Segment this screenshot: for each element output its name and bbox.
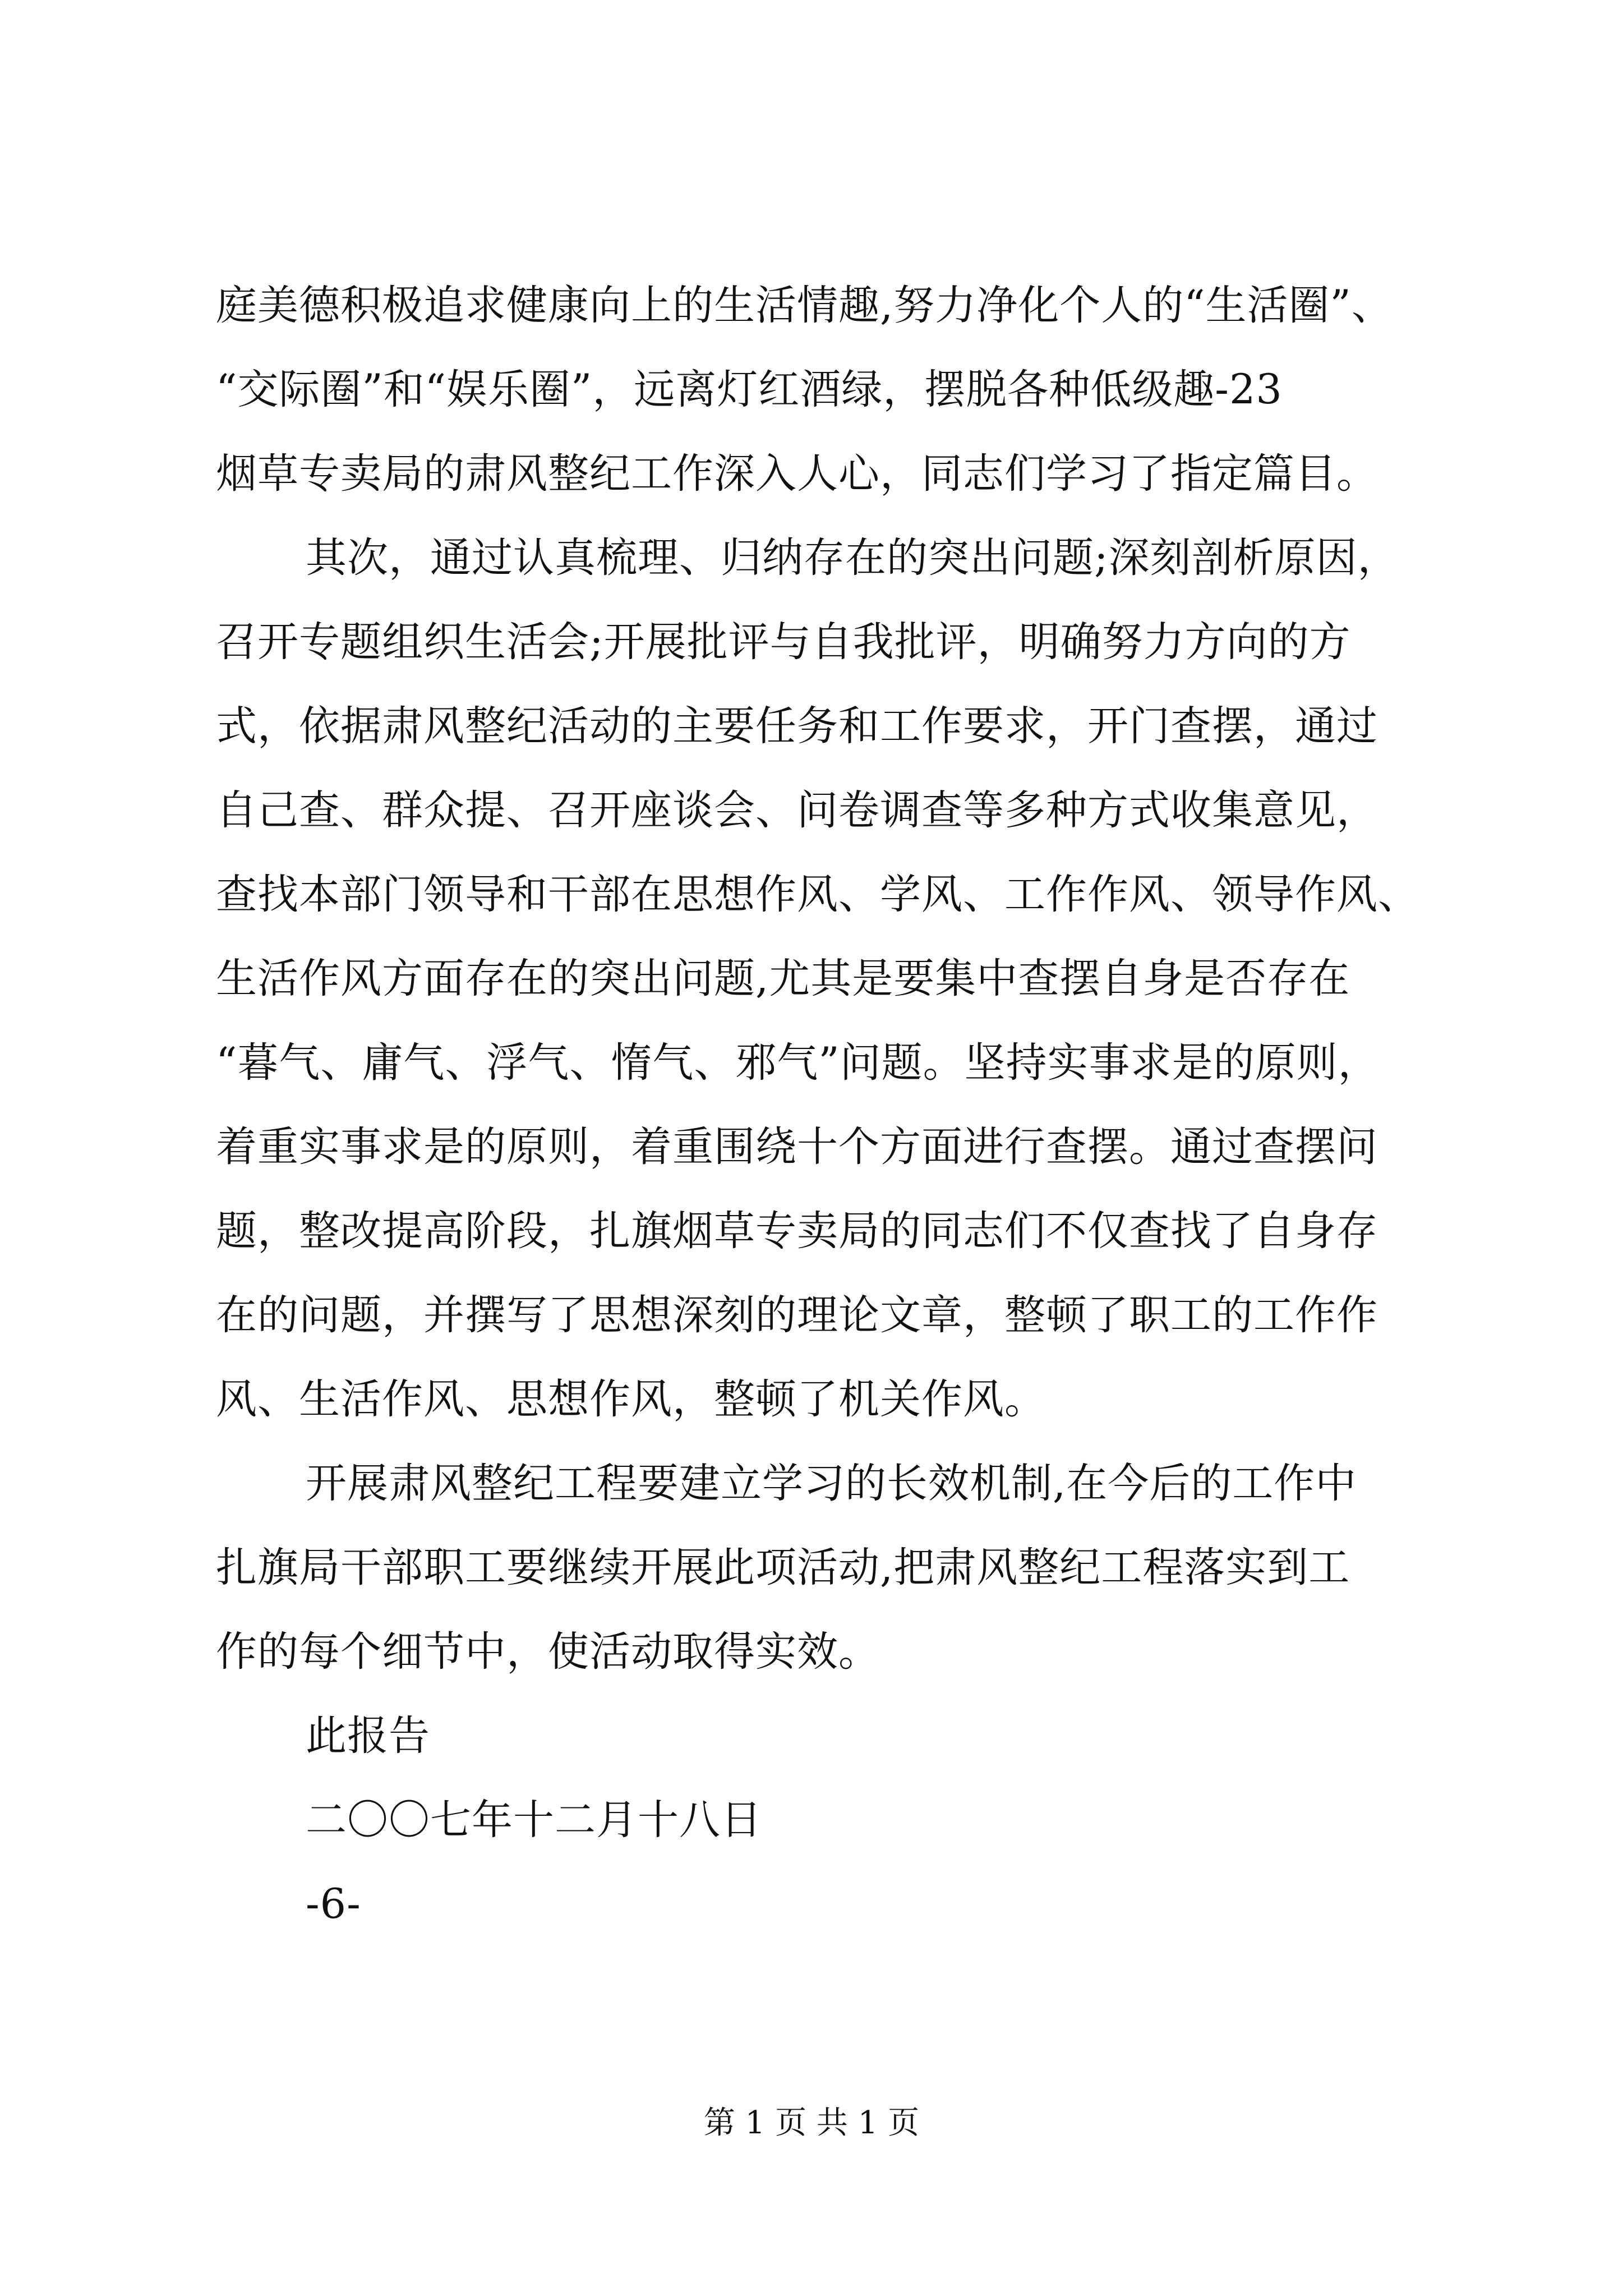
paragraph-start-line: 开展肃风整纪工程要建立学习的长效机制,在今后的工作中: [306, 1460, 1357, 1507]
text-line: “暮气、庸气、浮气、惰气、邪气”问题。坚持实事求是的原则，: [216, 1039, 1380, 1087]
text-line: 召开专题组织生活会;开展批评与自我批评，明确努力方向的方: [216, 618, 1351, 666]
date-line: 二〇〇七年十二月十八日: [306, 1796, 762, 1844]
page-number-line: -6-: [306, 1880, 361, 1928]
text-line: 着重实事求是的原则，着重围绕十个方面进行查摆。通过查摆问: [216, 1123, 1378, 1171]
text-line: “交际圈”和“娱乐圈”，远离灯红酒绿，摆脱各种低级趣-23: [216, 366, 1283, 413]
text-line: 自己查、群众提、召开座谈会、问卷调查等多种方式收集意见，: [216, 786, 1378, 834]
text-line: 题，整改提高阶段，扎旗烟草专卖局的同志们不仅查找了自身存: [216, 1207, 1378, 1255]
text-line: 查找本部门领导和干部在思想作风、学风、工作作风、领导作风、: [216, 871, 1419, 918]
text-line: 庭美德积极追求健康向上的生活情趣,努力净化个人的“生活圈”、: [216, 282, 1393, 329]
paragraph-start-line: 其次，通过认真梳理、归纳存在的突出问题;深刻剖析原因，: [306, 534, 1399, 582]
text-line: 风、生活作风、思想作风，整顿了机关作风。: [216, 1375, 1046, 1423]
text-line: 式，依据肃风整纪活动的主要任务和工作要求，开门查摆，通过: [216, 702, 1378, 750]
page-footer: 第 1 页 共 1 页: [703, 2105, 920, 2141]
document-body: [216, 264, 1438, 1947]
text-line: 作的每个细节中，使活动取得实效。: [216, 1628, 880, 1676]
text-line: 烟草专卖局的肃风整纪工作深入人心，同志们学习了指定篇目。: [216, 450, 1378, 498]
closing-line: 此报告: [306, 1712, 430, 1760]
text-line: 扎旗局干部职工要继续开展此项活动,把肃风整纪工程落实到工: [216, 1544, 1350, 1591]
text-line: 生活作风方面存在的突出问题,尤其是要集中查摆自身是否存在: [216, 955, 1350, 1002]
text-line: 在的问题，并撰写了思想深刻的理论文章，整顿了职工的工作作: [216, 1291, 1378, 1339]
